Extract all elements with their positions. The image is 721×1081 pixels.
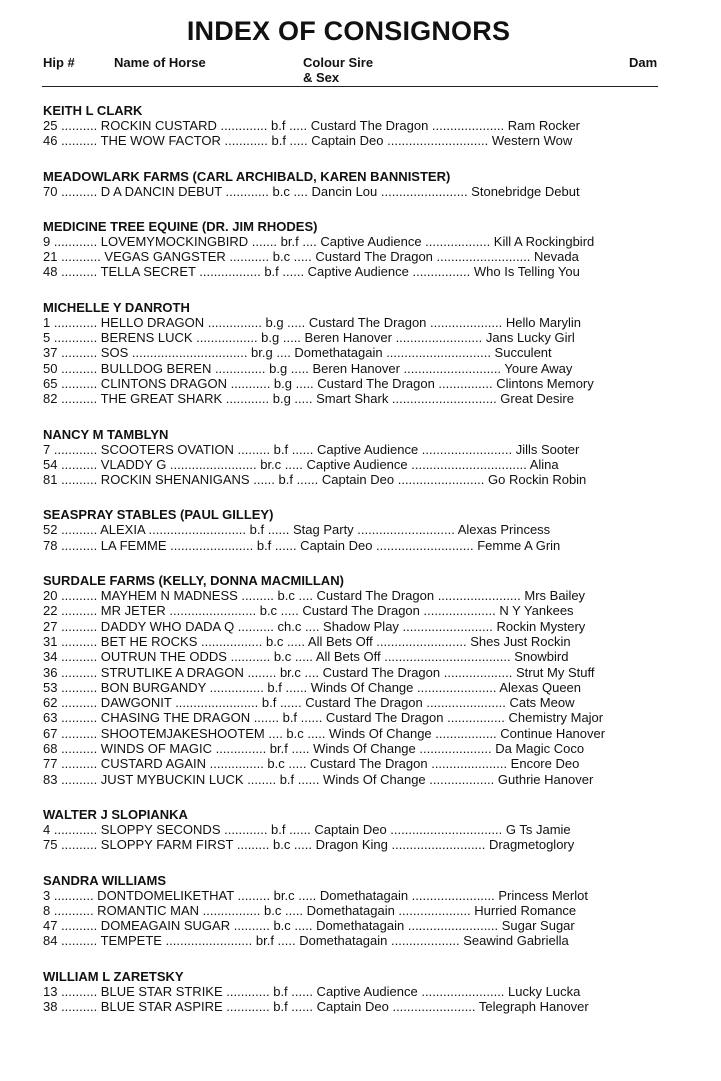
column-header-name: Name of Horse <box>114 55 206 70</box>
horse-entry: 84 .......... TEMPETE ........................ br.f ..... Domethatagain ................... Seawind Gabriella <box>43 933 569 949</box>
horse-entry: 3 ........... DONTDOMELIKETHAT ......... br.c ..... Domethatagain ....................... Princess Merlot <box>43 887 588 903</box>
consignor-group <box>43 873 683 949</box>
consignor-name: MEADOWLARK FARMS (CARL ARCHIBALD, KAREN BANNISTER) <box>43 168 451 184</box>
column-header-colour-sire-sex <box>303 55 373 85</box>
horse-entry: 82 .......... THE GREAT SHARK ............ b.g ..... Smart Shark ............................. Great Desire <box>43 391 574 407</box>
consignor-group <box>43 427 683 488</box>
horse-entry: 25 .......... ROCKIN CUSTARD ............. b.f ..... Custard The Dragon .................... Ram Rocker <box>43 118 580 133</box>
horse-entry: 46 .......... THE WOW FACTOR ............ b.f ..... Captain Deo ............................ Western Wow <box>43 133 573 149</box>
horse-entry: 53 .......... BON BURGANDY ............... b.f ...... Winds Of Change ...................... Alexas Queen <box>43 679 582 695</box>
horse-entry: 5 ............ BERENS LUCK ................. b.g ..... Beren Hanover ........................ Jans Lucky Girl <box>43 330 575 346</box>
column-header-colour-line1: Colour Sire <box>303 55 374 70</box>
horse-entry: 31 .......... BET HE ROCKS ................. b.c ..... All Bets Off ......................... Shes Just Rockin <box>43 633 571 649</box>
horse-entry: 81 .......... ROCKIN SHENANIGANS ...... b.f ...... Captain Deo ........................ Go Rockin Robin <box>43 472 587 488</box>
consignor-group <box>43 219 683 280</box>
horse-entry: 9 ............ LOVEMYMOCKINGBIRD ....... br.f .... Captive Audience .................. Kill A Rockingbird <box>43 233 595 249</box>
horse-entry: 68 .......... WINDS OF MAGIC .............. br.f ..... Winds Of Change .................... Da Magic Coco <box>43 741 585 757</box>
consignor-name: MICHELLE Y DANROTH <box>43 299 190 315</box>
horse-entry: 52 .......... ALEXIA ........................... b.f ...... Stag Party ........................... Alexas Princess <box>43 522 551 538</box>
horse-entry: 65 .......... CLINTONS DRAGON ........... b.g ..... Custard The Dragon ............... Clintons Memory <box>43 375 594 391</box>
header-divider <box>42 86 658 87</box>
consignor-name: WALTER J SLOPIANKA <box>43 806 188 822</box>
consignor-group <box>43 807 683 853</box>
consignor-name: SURDALE FARMS (KELLY, DONNA MACMILLAN) <box>43 573 344 589</box>
horse-entry: 20 .......... MAYHEM N MADNESS ......... b.c .... Custard The Dragon ....................... Mrs Bailey <box>43 588 586 604</box>
horse-entry: 83 .......... JUST MYBUCKIN LUCK ........ b.f ...... Winds Of Change .................. Guthrie Hanover <box>43 771 594 787</box>
horse-entry: 54 .......... VLADDY G ........................ br.c ..... Captive Audience ................................ Alina <box>43 456 559 472</box>
horse-entry: 38 .......... BLUE STAR ASPIRE ............ b.f ...... Captain Deo ....................... Telegraph Hanover <box>43 998 589 1014</box>
horse-entry: 62 .......... DAWGONIT ....................... b.f ...... Custard The Dragon ...................... Cats Meow <box>43 695 575 711</box>
page-title: INDEX OF CONSIGNORS <box>186 16 511 46</box>
horse-entry: 34 .......... OUTRUN THE ODDS ........... b.c ..... All Bets Off ................................... Snowbird <box>43 649 569 665</box>
horse-entry: 63 .......... CHASING THE DRAGON ....... b.f ...... Custard The Dragon ................ Chemistry Major <box>43 710 604 726</box>
horse-entry: 70 .......... D A DANCIN DEBUT ............ b.c .... Dancin Lou ........................ Stonebridge Debut <box>43 183 580 199</box>
consignor-name: SANDRA WILLIAMS <box>43 872 167 888</box>
horse-entry: 36 .......... STRUTLIKE A DRAGON ........ br.c .... Custard The Dragon ................... Strut My Stuff <box>43 664 595 680</box>
horse-entry: 13 .......... BLUE STAR STRIKE ............ b.f ...... Captive Audience ....................... Lucky Lucka <box>43 983 581 999</box>
horse-entry: 50 .......... BULLDOG BEREN .............. b.g ..... Beren Hanover ........................... Youre Away <box>43 360 573 376</box>
consignor-name: KEITH L CLARK <box>43 103 143 118</box>
consignor-group <box>43 300 683 407</box>
horse-entry: 48 .......... TELLA SECRET ................. b.f ...... Captive Audience ................ Who Is Telling You <box>43 264 580 280</box>
horse-entry: 21 ........... VEGAS GANGSTER ........... b.c ..... Custard The Dragon .......................... Nevada <box>43 249 579 265</box>
horse-entry: 7 ............ SCOOTERS OVATION ......... b.f ...... Captive Audience ......................... Jills Sooter <box>43 441 580 457</box>
horse-entry: 37 .......... SOS ................................ br.g .... Domethatagain ............................. Succulent <box>43 345 552 361</box>
consignor-group <box>43 573 683 787</box>
consignor-name: SEASPRAY STABLES (PAUL GILLEY) <box>43 507 274 523</box>
consignor-group <box>43 969 683 1015</box>
horse-entry: 67 .......... SHOOTEMJAKESHOOTEM .... b.c ..... Winds Of Change ................. Continue Hanover <box>43 725 606 741</box>
consignor-name: NANCY M TAMBLYN <box>43 426 169 442</box>
horse-entry: 78 .......... LA FEMME ....................... b.f ...... Captain Deo ........................... Femme A Grin <box>43 537 561 553</box>
consignor-list <box>43 103 683 1034</box>
consignor-group <box>43 507 683 553</box>
horse-entry: 47 .......... DOMEAGAIN SUGAR .......... b.c ..... Domethatagain ......................... Sugar Sugar <box>43 918 575 934</box>
consignor-name: WILLIAM L ZARETSKY <box>43 968 184 984</box>
horse-entry: 8 ........... ROMANTIC MAN ................ b.c ..... Domethatagain .................... Hurried Romance <box>43 902 577 918</box>
column-header-colour-line2: & Sex <box>303 70 340 85</box>
horse-entry: 27 .......... DADDY WHO DADA Q .......... ch.c .... Shadow Play ......................... Rockin Mystery <box>43 618 586 634</box>
horse-entry: 4 ............ SLOPPY SECONDS ............ b.f ...... Captain Deo ............................... G Ts Jamie <box>43 821 571 837</box>
consignor-group <box>43 169 683 199</box>
consignor-name: MEDICINE TREE EQUINE (DR. JIM RHODES) <box>43 218 318 234</box>
horse-entry: 77 .......... CUSTARD AGAIN ............... b.c ..... Custard The Dragon ..................... Encore Deo <box>43 756 580 772</box>
horse-entry: 75 .......... SLOPPY FARM FIRST ......... b.c ..... Dragon King .......................... Dragmetoglory <box>43 837 575 853</box>
column-header-dam: Dam <box>629 55 658 70</box>
column-header-hip: Hip # <box>43 55 75 70</box>
horse-entry: 1 ............ HELLO DRAGON ............... b.g ..... Custard The Dragon .................... Hello Marylin <box>43 314 581 330</box>
consignor-group <box>43 103 683 149</box>
horse-entry: 22 .......... MR JETER ........................ b.c ..... Custard The Dragon .................... N Y Yankees <box>43 603 574 619</box>
